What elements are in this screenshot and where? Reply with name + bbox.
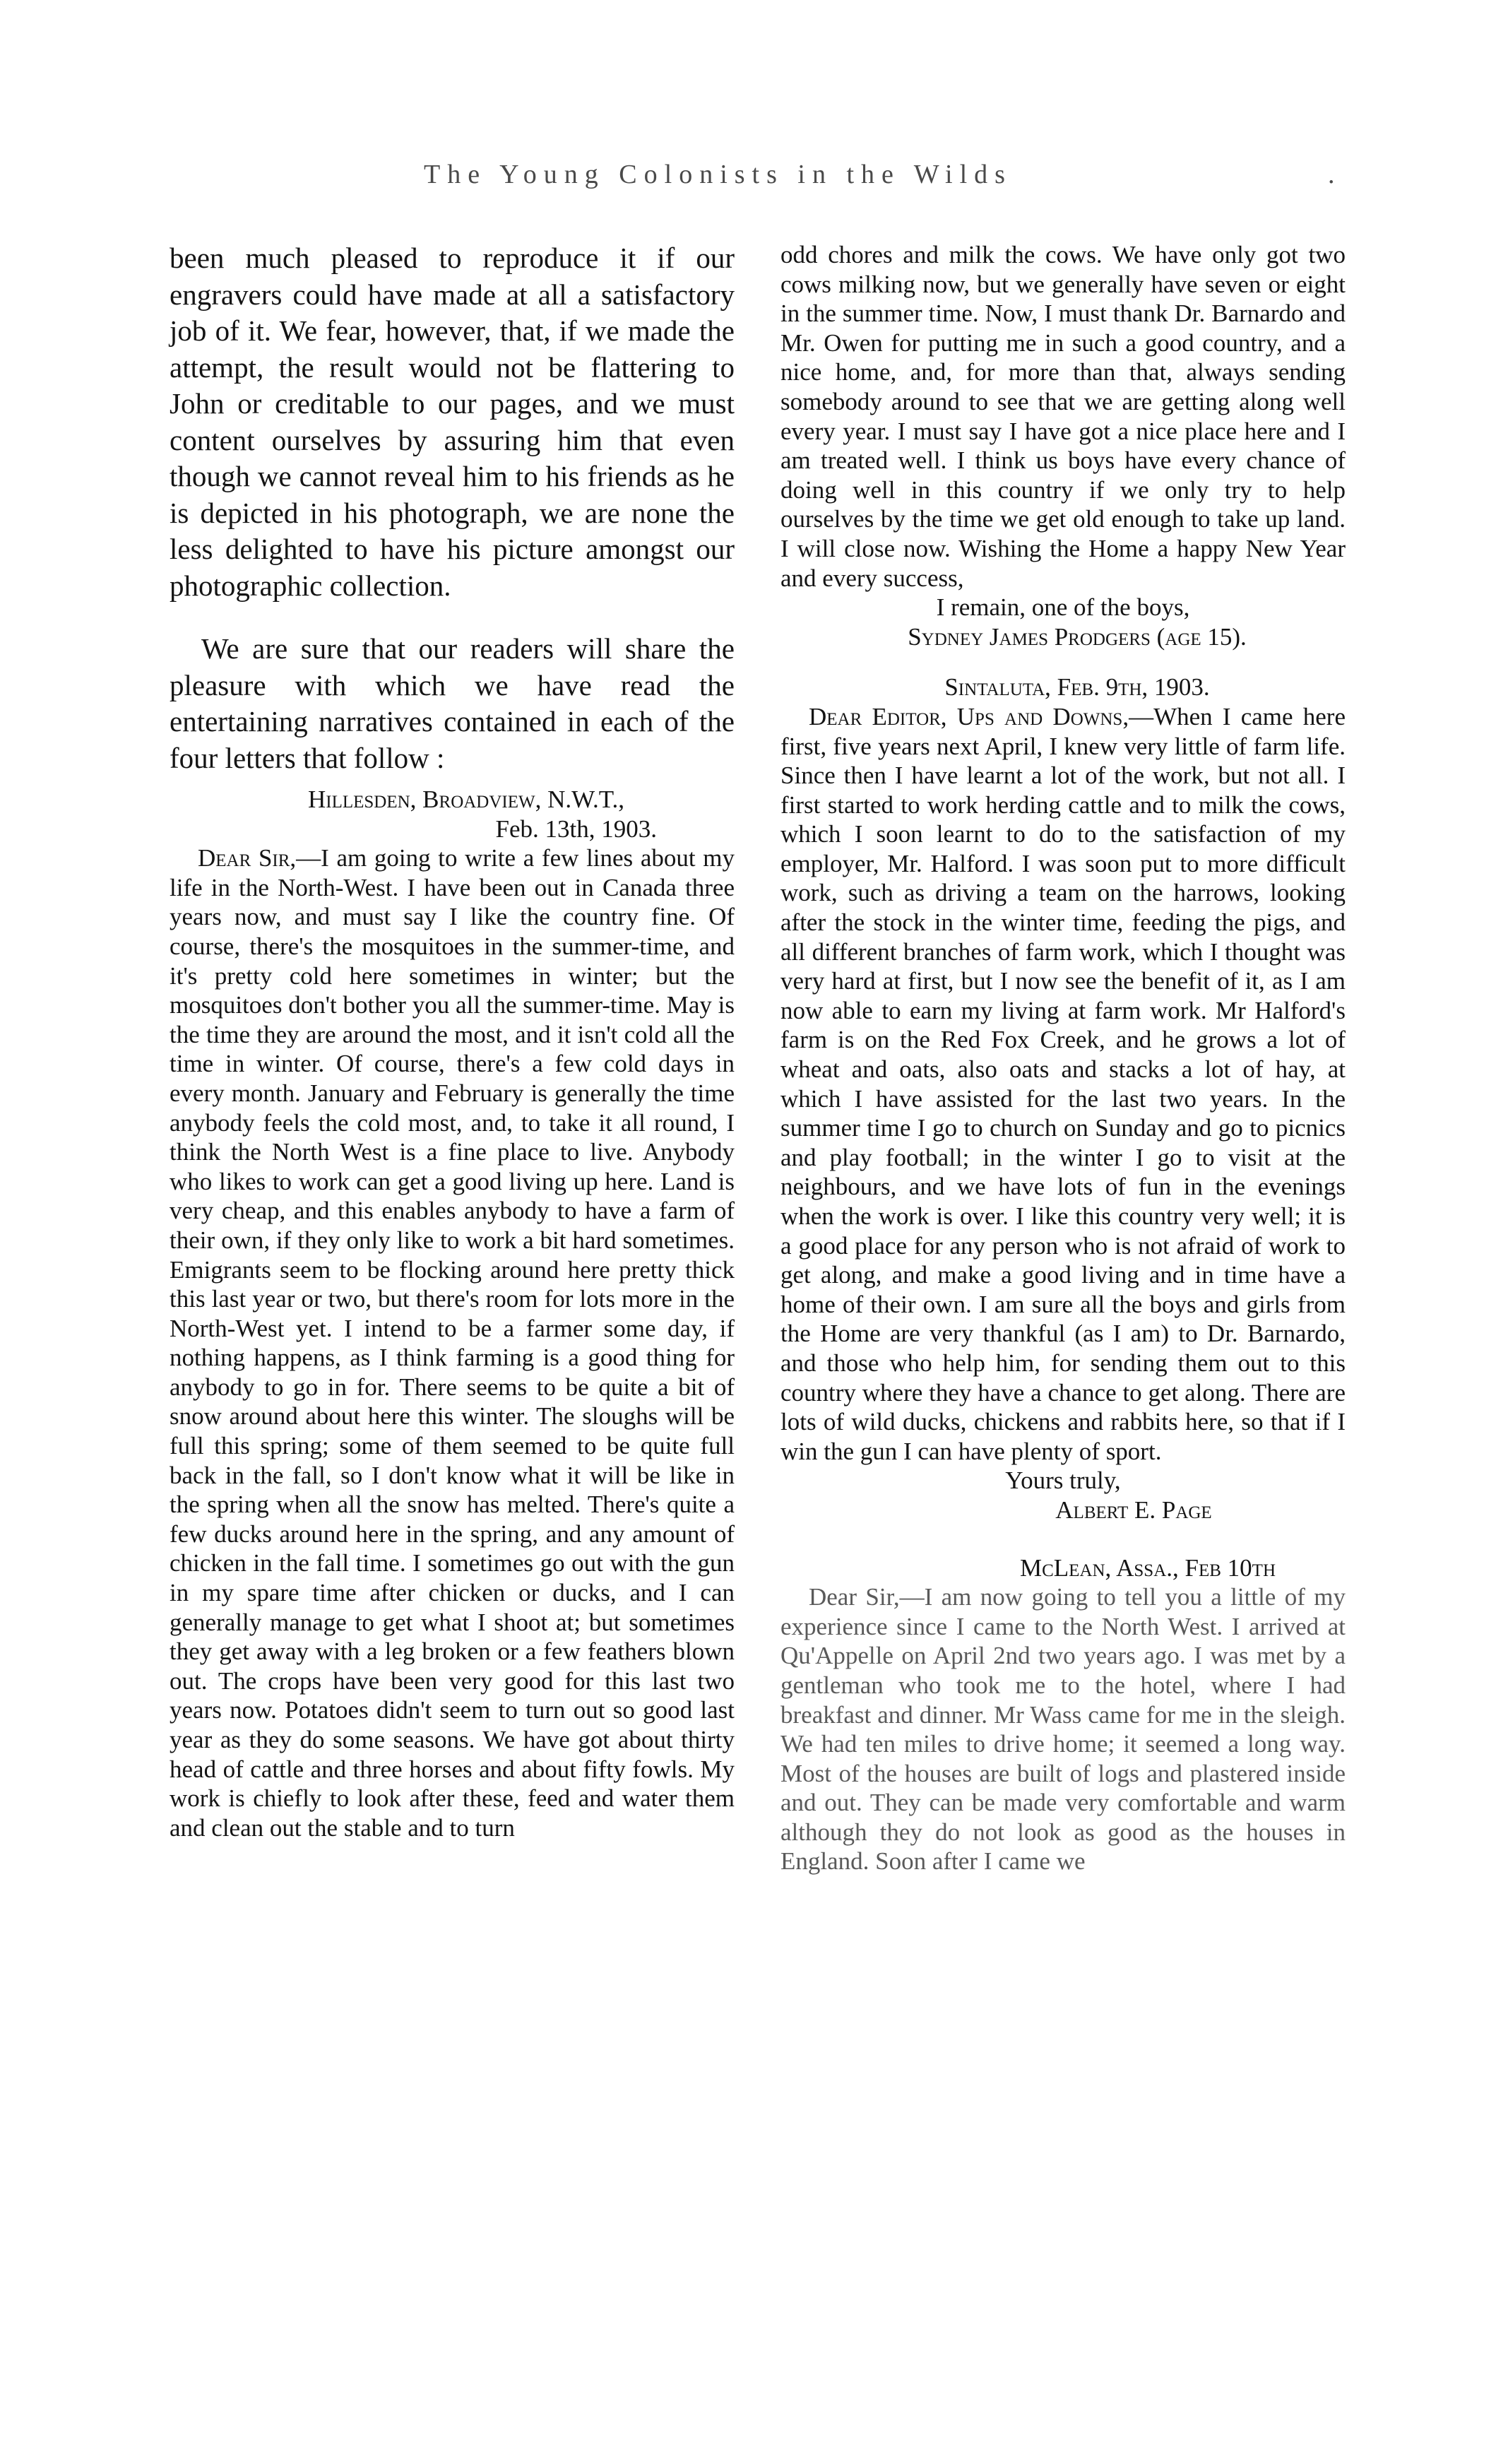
letter1-body-text: —I am going to write a few lines about my life in the North-West. I have been out in Canada three years now, and must say I like the country fine. Of course, there's the mosquitoes in the summer-time, and it's pretty cold here sometimes in winter; but the mosquitoes don't bother you all the summer-time. May is the time they are around the most, and it isn't cold all the time in winter. Of course, there's a few cold days in every month. January and February is generally the time anybody feels the cold most, and, to take it all round, I think the North West is a fine place to live. Anybody who likes to work can get a good living up here. Land is very cheap, and this enables anybody to have a farm of their own, if they only like to work a bit hard sometimes. Emigrants seem to be flocking around here pretty thick this last year or two, but there's room for lots more in the North-West yet. I intend to be a farmer some day, if nothing happens, as I think farming is a good thing for anybody to go in for. There seems to be quite a bit of snow around about here this winter. The sloughs will be full this spring; some of them seemed to be quite full back in the fall, so I don't know what it will be like in the spring when all the snow has melted. There's quite a few ducks around here in the spring, and any amount of chicken in the fall time. I sometimes go out with the gun in my spare time after chicken or ducks, and I can generally manage to get what I shoot at; but sometimes they get away with a leg broken or a few feathers blown out. The crops have been very good for this last two years now. Potatoes didn't seem to turn out so good last year as they do some seasons. We have got about thirty head of cattle and three horses and about fifty fowls. My work is chiefly to look after these, feed and water them and clean out the stable and to turn xyxy=(170,844,735,1842)
letter2-signature: Albert E. Page xyxy=(1055,1495,1212,1524)
running-title: The Young Colonists in the Wilds xyxy=(424,160,1012,189)
left-column xyxy=(170,240,735,1842)
letter1-signature: Sydney James Prodgers (age 15). xyxy=(908,622,1247,651)
letter1-body xyxy=(170,843,735,1842)
intro-letters-paragraph: We are sure that our readers will share the pleasure with which we have read the entertaining narratives contained in each of the four letters that follow : xyxy=(170,632,735,774)
letter1-closing: I remain, one of the boys, xyxy=(936,593,1190,622)
letter2-placedate: Sintaluta, Feb. 9th, 1903. xyxy=(944,673,1210,701)
letter1-place: Hillesden, Broadview, N.W.T., xyxy=(307,786,624,813)
page-header xyxy=(0,159,1508,201)
letter2-salutation: Dear Editor, Ups and Downs, xyxy=(809,702,1129,730)
spacer xyxy=(780,651,1346,673)
letter3-body: Dear Sir,—I am now going to tell you a little of my experience since I came to the North West. I arrived at Qu'Appelle on April 2nd two years ago. I was met by a gentleman who took me to the hotel, where I had breakfast and dinner. Mr Wass came for me in the sleigh. We had ten miles to drive home; it seemed a long way. Most of the houses are built of logs and plastered inside and out. They can be made very comfortable and warm although they do not look as good as the houses in England. Soon after I came we xyxy=(780,1583,1346,1876)
letter1-date: Feb. 13th, 1903. xyxy=(495,815,657,843)
letter2-body xyxy=(780,702,1346,1466)
page-number: . xyxy=(1328,160,1342,189)
letter2-body-text: —When I came here first, five years next April, I knew very little of farm life. Since then I have learnt a lot of the work, but not all. I first started to work herding cattle and to milk the cows, which I soon learnt to do to the satisfaction of my employer, Mr. Halford. I was soon put to more difficult work, such as driving a team on the harrows, looking after the stock in the winter time, feeding the pigs, and all different branches of farm work, which I thought was very hard at first, but I now see the benefit of it, as I am now able to earn my living at farm work. Mr Halford's farm is on the Red Fox Creek, and he grows a lot of wheat and oats, also oats and stacks a lot of hay, at which I have assisted for the last two years. In the summer time I go to church on Sunday and go to picnics and play football; in the winter I go to visit at the neighbours, and we have lots of fun in the evenings when the work is over. I like this country very well; it is a good place for any person who is not afraid of work to get along, and make a good living and in time have a home of their own. I am sure all the boys and girls from the Home are very thankful (as I am) to Dr. Barnardo, and those who help him, for sending them out to this country where they have a chance to get along. There are lots of wild ducks, chickens and rabbits here, so that if I win the gun I can have plenty of sport. xyxy=(780,702,1346,1465)
right-column xyxy=(780,240,1346,1876)
intro-continued-paragraph: been much pleased to reproduce it if our engravers could have made at all a satisfactory job of it. We fear, however, that, if we made the attempt, the result would not be flattering to John or creditable to our pages, and we must content ourselves by assuring him that even though we cannot reveal him to his friends as he is depicted in his photograph, we are none the less delighted to have his picture amongst our photographic collection. xyxy=(170,242,735,602)
letter2-closing: Yours truly, xyxy=(1005,1467,1121,1495)
spacer xyxy=(780,1525,1346,1553)
letter1-salutation: Dear Sir, xyxy=(198,844,297,872)
letter3-placedate: McLean, Assa., Feb 10th xyxy=(1020,1553,1276,1582)
letter1-continued: odd chores and milk the cows. We have only got two cows milking now, but we generally have seven or eight in the summer time. Now, I must thank Dr. Barnardo and Mr. Owen for putting me in such a good country, and a nice home, and, for more than that, always sending somebody around to see that we are getting along well every year. I must say I have got a nice place here and I am treated well. I think us boys have every chance of doing well in this country if we only try to help ourselves by the time we get old enough to take up land. I will close now. Wishing the Home a happy New Year and every success, xyxy=(780,241,1346,592)
